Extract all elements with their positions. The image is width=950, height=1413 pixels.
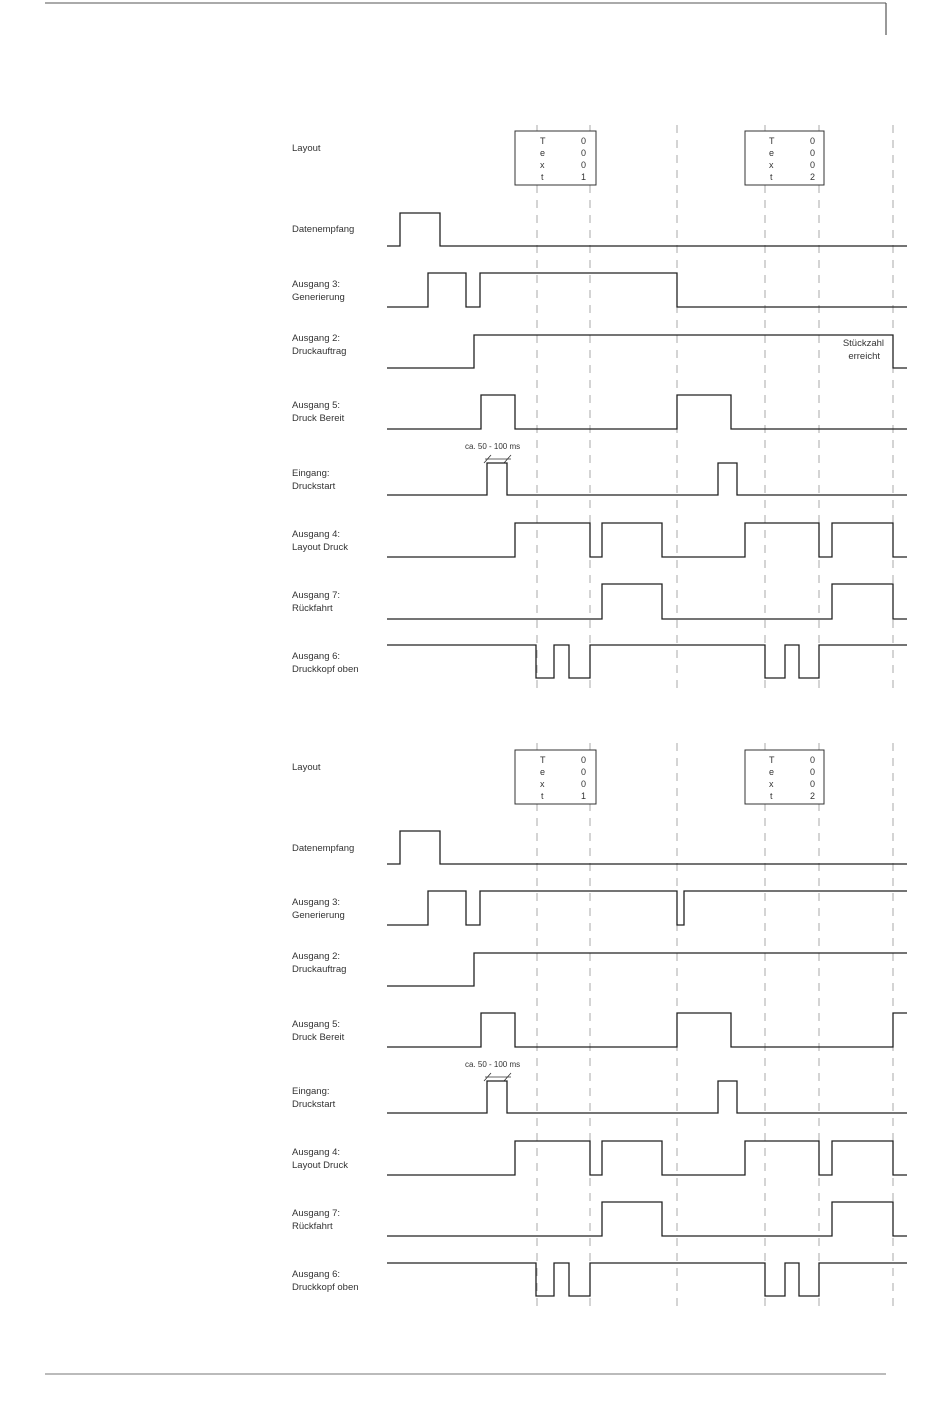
text-box-digit: 0 (581, 136, 587, 146)
text-box-char: x (540, 779, 545, 789)
signal-label-eingang: Eingang: Druckstart (292, 468, 336, 492)
signal-label-ausgang2: Ausgang 2: Druckauftrag (292, 951, 347, 975)
waveform-ausgang7 (387, 1202, 907, 1236)
signal-label-ausgang6: Ausgang 6: Druckkopf oben (292, 651, 359, 675)
text-box-digit: 0 (810, 160, 816, 170)
waveform-eingang (387, 463, 907, 495)
timing-annotation (465, 442, 520, 463)
text-box-char: e (540, 148, 546, 158)
text-box-2 (745, 131, 824, 185)
waveform-ausgang3 (387, 273, 907, 307)
signal-label-ausgang5: Ausgang 5: Druck Bereit (292, 400, 345, 424)
signal-label-datenempfang: Datenempfang (292, 843, 355, 854)
text-box-char: x (540, 160, 545, 170)
text-box-digit: 0 (581, 148, 587, 158)
text-box-digit: 0 (810, 755, 816, 765)
waveform-ausgang3 (387, 891, 907, 925)
text-box-digit: 2 (810, 791, 816, 801)
signal-label-ausgang3: Ausgang 3: Generierung (292, 897, 345, 921)
text-box-char: e (769, 767, 775, 777)
timing-annotation (465, 1060, 520, 1081)
text-box-char: T (540, 136, 546, 146)
signal-label-ausgang4: Ausgang 4: Layout Druck (292, 529, 348, 553)
signal-label-ausgang3: Ausgang 3: Generierung (292, 279, 345, 303)
layout-label: Layout (292, 762, 321, 773)
layout-label: Layout (292, 143, 321, 154)
text-box-char: x (769, 160, 774, 170)
text-box-digit: 0 (810, 767, 816, 777)
text-box-digit: 0 (581, 767, 587, 777)
text-box-char: t (541, 172, 544, 182)
gridlines (537, 743, 893, 1310)
text-box-2 (745, 750, 824, 804)
text-box-digit: 0 (810, 148, 816, 158)
waveform-ausgang5 (387, 1013, 907, 1047)
text-box-digit: 1 (581, 172, 587, 182)
waveform-ausgang6 (387, 1263, 907, 1296)
text-box-char: t (770, 172, 773, 182)
gridlines (537, 125, 893, 690)
signal-label-ausgang5: Ausgang 5: Druck Bereit (292, 1019, 345, 1043)
waveform-ausgang4 (387, 523, 907, 557)
text-box-digit: 0 (810, 779, 816, 789)
text-box-char: T (769, 755, 775, 765)
waveform-datenempfang (387, 831, 907, 864)
text-box-digit: 0 (581, 755, 587, 765)
text-box-1 (515, 131, 596, 185)
stueckzahl-note: Stückzahl erreicht (842, 338, 884, 362)
text-box-char: T (540, 755, 546, 765)
waveform-ausgang2 (387, 953, 907, 986)
signal-label-ausgang6: Ausgang 6: Druckkopf oben (292, 1269, 359, 1293)
text-box-char: e (769, 148, 775, 158)
text-box-char: t (541, 791, 544, 801)
waveform-ausgang5 (387, 395, 907, 429)
text-box-digit: 0 (810, 136, 816, 146)
text-box-char: t (770, 791, 773, 801)
waveform-ausgang6 (387, 645, 907, 678)
text-box-digit: 0 (581, 160, 587, 170)
waveform-eingang (387, 1081, 907, 1113)
waveform-ausgang4 (387, 1141, 907, 1175)
text-box-char: x (769, 779, 774, 789)
signal-label-datenempfang: Datenempfang (292, 224, 355, 235)
text-box-char: e (540, 767, 546, 777)
signal-label-ausgang7: Ausgang 7: Rückfahrt (292, 590, 341, 614)
timing-diagram-2 (292, 743, 907, 1310)
text-box-digit: 0 (581, 779, 587, 789)
signal-label-ausgang7: Ausgang 7: Rückfahrt (292, 1208, 341, 1232)
text-box-digit: 1 (581, 791, 587, 801)
text-box-1 (515, 750, 596, 804)
waveform-ausgang2 (387, 335, 907, 368)
timing-annotation-label: ca. 50 - 100 ms (465, 1060, 521, 1069)
waveform-datenempfang (387, 213, 907, 246)
timing-diagram-1 (292, 125, 907, 690)
signal-label-ausgang2: Ausgang 2: Druckauftrag (292, 333, 347, 357)
text-box-digit: 2 (810, 172, 816, 182)
signal-label-ausgang4: Ausgang 4: Layout Druck (292, 1147, 348, 1171)
signal-label-eingang: Eingang: Druckstart (292, 1086, 336, 1110)
timing-annotation-label: ca. 50 - 100 ms (465, 442, 521, 451)
text-box-char: T (769, 136, 775, 146)
waveform-ausgang7 (387, 584, 907, 619)
